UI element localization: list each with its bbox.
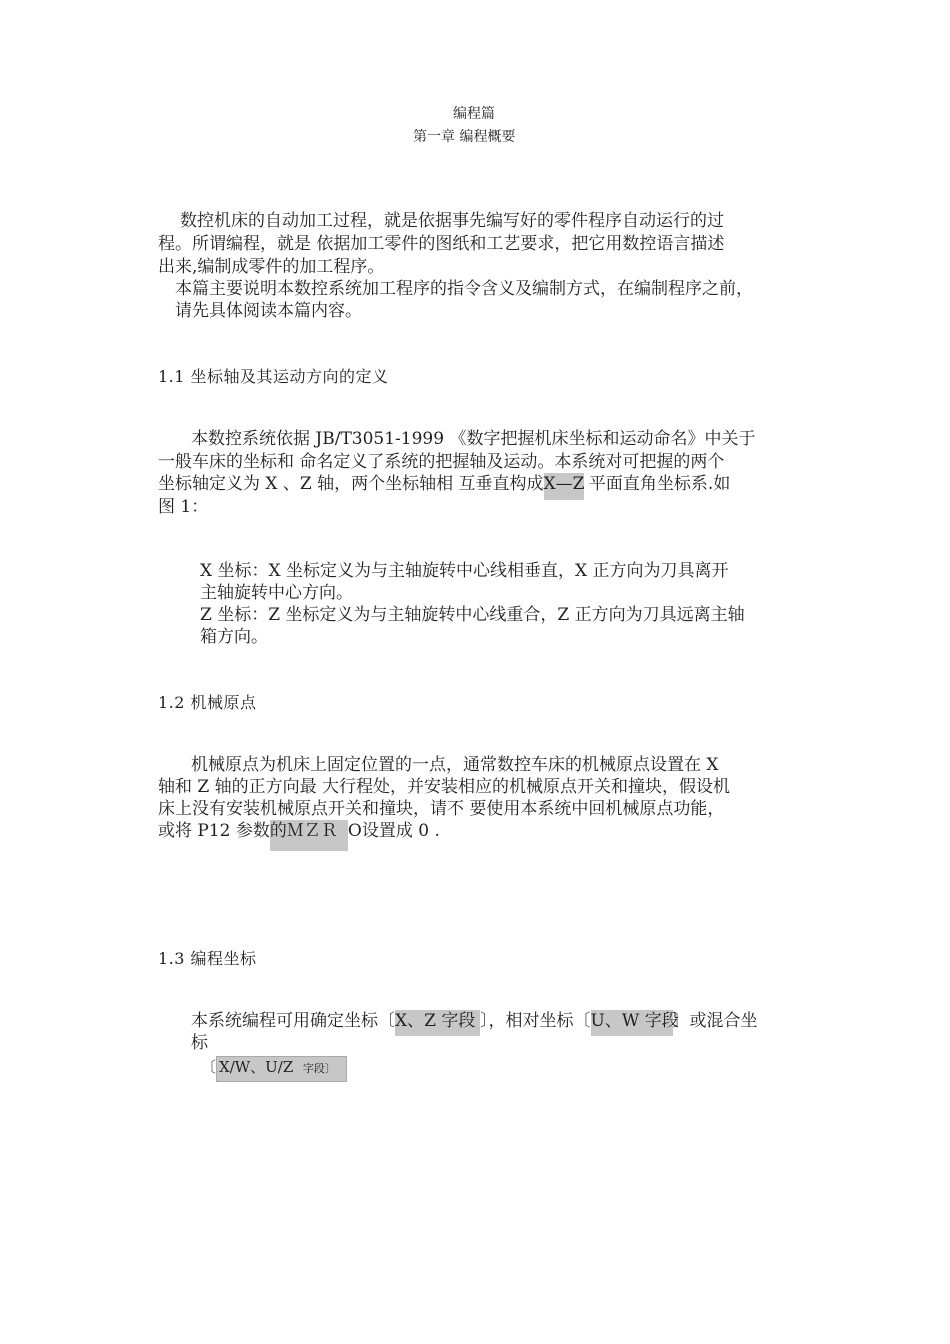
intro-line-2: 程。所谓编程，就是 依据加工零件的图纸和工艺要求，把它用数控语言描述 [158, 234, 725, 254]
intro-line-3: 出来,编制成零件的加工程序。 [158, 257, 385, 277]
s11-line-1: 本数控系统依据 JB/T3051-1999 《数字把握机床坐标和运动命名》中关于 [191, 429, 756, 449]
highlight-uw-field: U、W 字段 [591, 1010, 673, 1036]
z-def-line-1: Z 坐标：Z 坐标定义为与主轴旋转中心线重合，Z 正方向为刀具远离主轴 [200, 605, 745, 625]
s13-line-1-c: 〕或混合坐 [672, 1011, 758, 1031]
s12-line-4 [158, 820, 440, 851]
highlight-xz: X—Z [544, 473, 584, 500]
x-def-line-2: 主轴旋转中心方向。 [200, 583, 353, 603]
s11-line-3 [158, 473, 730, 500]
s13-line-3-hl: X/W、U/Z [219, 1058, 294, 1076]
s12-line-3: 床上没有安装机械原点开关和撞块，请不 要使用本系统中回机械原点功能， [158, 799, 725, 819]
s13-line-1-b: 〕，相对坐标〔 [480, 1011, 591, 1031]
highlight-mixed-field [216, 1056, 347, 1082]
s12-line-1: 机械原点为机床上固定位置的一点，通常数控车床的机械原点设置在 X [191, 755, 719, 775]
s11-line-4: 图 1： [158, 497, 209, 517]
s13-line-3-tiny: 字段〕 [302, 1062, 336, 1075]
section-heading-1-2: 1.2 机械原点 [158, 693, 257, 712]
intro-line-4: 本篇主要说明本数控系统加工程序的指令含义及编制方式，在编制程序之前， [175, 279, 753, 299]
s13-line-2: 标 [191, 1033, 208, 1053]
chapter-title: 第一章 编程概要 [413, 129, 516, 145]
x-def-line-1: X 坐标：X 坐标定义为与主轴旋转中心线相垂直，X 正方向为刀具离开 [200, 561, 729, 581]
s12-line-2: 轴和 Z 轴的正方向最 大行程处，并安装相应的机械原点开关和撞块，假设机 [158, 777, 731, 797]
section-heading-1-1: 1.1 坐标轴及其运动方向的定义 [158, 367, 389, 386]
highlight-xz-field: X、Z 字段 [395, 1010, 480, 1036]
intro-line-1: 数控机床的自动加工过程，就是依据事先编写好的零件程序自动运行的过 [180, 211, 724, 231]
highlight-mzr: 的ＭＺＲ [270, 820, 348, 851]
s11-line-3-tail: 平面直角坐标系.如 [583, 474, 731, 494]
s11-line-2: 一般车床的坐标和 命名定义了系统的把握轴及运动。本系统对可把握的两个 [158, 452, 725, 472]
s13-line-3 [201, 1056, 347, 1082]
doc-title: 编程篇 [453, 106, 495, 122]
intro-line-5: 请先具体阅读本篇内容。 [175, 301, 362, 321]
s13-line-1-a: 本系统编程可用确定坐标〔 [191, 1011, 395, 1031]
s12-line-4-pre: 或将 P12 参数 [158, 821, 270, 841]
s11-line-3-text: 坐标轴定义为 X 、Z 轴，两个坐标轴相 互垂直构成 [158, 474, 544, 494]
z-def-line-2: 箱方向。 [200, 627, 268, 647]
s12-line-4-post: O设置成 0 . [347, 821, 440, 841]
section-heading-1-3: 1.3 编程坐标 [158, 949, 257, 968]
s13-line-3-pre: 〔 [201, 1058, 217, 1076]
s13-line-1 [191, 1010, 758, 1036]
